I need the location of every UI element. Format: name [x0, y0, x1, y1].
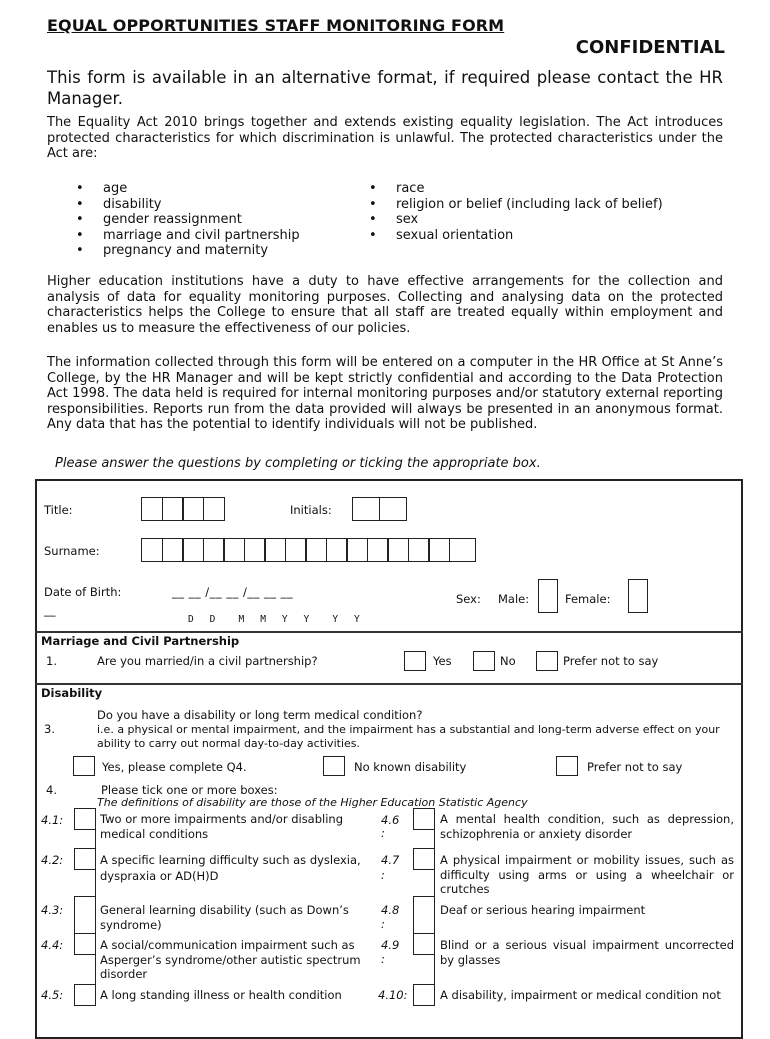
- alternative-format-notice: This form is available in an alternative format, if required please contact the HR Manager.: [47, 68, 723, 108]
- q4-3-checkbox[interactable]: [74, 896, 96, 934]
- q4-item-number: 4.5:: [41, 988, 64, 1002]
- surname-char-cell[interactable]: [346, 538, 368, 562]
- q4-item-text: Two or more impairments and/or disabling medical conditions: [100, 812, 344, 841]
- characteristics-list-right: [369, 181, 663, 243]
- disability-q3-question: Do you have a disability or long term medical condition?: [97, 708, 423, 722]
- q4-item-text: Blind or a serious visual impairment uncorrected by glasses: [440, 938, 734, 967]
- surname-char-cell[interactable]: [367, 538, 389, 562]
- q4-item-number: 4.2:: [41, 853, 64, 867]
- characteristic-item: • marriage and civil partnership: [76, 228, 300, 244]
- initials-char-cell[interactable]: [352, 497, 380, 521]
- characteristic-item: • age: [76, 181, 300, 197]
- dob-input[interactable]: __ __ /__ __ /__ __ __: [172, 585, 294, 599]
- male-checkbox[interactable]: [538, 579, 558, 613]
- surname-char-cell[interactable]: [387, 538, 409, 562]
- surname-char-cell[interactable]: [326, 538, 348, 562]
- q4-item-text: A long standing illness or health condition: [100, 988, 342, 1002]
- surname-char-cell[interactable]: [449, 538, 476, 562]
- sex-label: Sex:: [456, 592, 481, 606]
- disability-q4-number: 4.: [46, 783, 57, 797]
- q4-item-number: 4.6: [381, 813, 400, 827]
- q4-item-text: Deaf or serious hearing impairment: [440, 903, 646, 917]
- equality-act-paragraph: The Equality Act 2010 brings together and extends existing equality legislation. The Act introduces protected characteristics for which discrimination is unlawful. The protected characteristics under the Act are:: [47, 115, 723, 162]
- characteristic-item: • pregnancy and maternity: [76, 243, 300, 259]
- disability-no-known-label: No known disability: [354, 760, 467, 774]
- surname-char-cell[interactable]: [244, 538, 266, 562]
- surname-char-cell[interactable]: [141, 538, 163, 562]
- q4-item-number: 4.8: [381, 903, 400, 917]
- characteristic-item: • disability: [76, 197, 300, 213]
- q4-item-text: A mental health condition, such as depression, schizophrenia or anxiety disorder: [440, 812, 734, 841]
- q4-item-number: 4.1:: [41, 813, 64, 827]
- q4-1-checkbox[interactable]: [74, 808, 96, 830]
- q4-2-checkbox[interactable]: [74, 848, 96, 870]
- title-char-cell[interactable]: [141, 497, 163, 521]
- female-checkbox[interactable]: [628, 579, 648, 613]
- disability-yes-checkbox[interactable]: [73, 756, 95, 776]
- section-divider: [35, 631, 743, 633]
- form-title: EQUAL OPPORTUNITIES STAFF MONITORING FORM: [47, 16, 505, 35]
- surname-char-cell[interactable]: [203, 538, 225, 562]
- q4-6-checkbox[interactable]: [413, 808, 435, 830]
- disability-q4-note: The definitions of disability are those of the Higher Education Statistic Agency: [97, 796, 528, 809]
- q4-10-checkbox[interactable]: [413, 984, 435, 1006]
- male-label: Male:: [498, 592, 530, 606]
- section-divider: [35, 683, 743, 685]
- q4-item-text: A social/communication impairment such as Asperger’s syndrome/other autistic spectrum disorder: [100, 938, 361, 981]
- surname-char-cell[interactable]: [264, 538, 286, 562]
- disability-no-known-checkbox[interactable]: [323, 756, 345, 776]
- surname-char-cell[interactable]: [428, 538, 450, 562]
- title-char-cell[interactable]: [182, 497, 204, 521]
- surname-label: Surname:: [44, 544, 100, 558]
- title-char-cell[interactable]: [162, 497, 184, 521]
- q4-4-checkbox[interactable]: [74, 933, 96, 955]
- marriage-no-label: No: [500, 654, 516, 668]
- surname-char-cell[interactable]: [285, 538, 307, 562]
- disability-prefer-not-label: Prefer not to say: [587, 760, 683, 774]
- dob-dash: __: [44, 603, 56, 617]
- surname-char-cell[interactable]: [408, 538, 430, 562]
- q4-item-text: A physical impairment or mobility issues, such as difficulty using arms or using a wheelchair or crutches: [440, 853, 734, 896]
- q4-item-colon: :: [381, 917, 385, 931]
- q4-item-colon: :: [381, 826, 385, 840]
- q4-item-text: General learning disability (such as Down’s syndrome): [100, 903, 349, 932]
- q4-item-text: A disability, impairment or medical condition not: [440, 988, 721, 1002]
- title-input[interactable]: [141, 497, 225, 521]
- q4-7-checkbox[interactable]: [413, 848, 435, 870]
- characteristic-item: • religion or belief (including lack of belief): [369, 197, 663, 213]
- surname-char-cell[interactable]: [162, 538, 184, 562]
- disability-prefer-not-checkbox[interactable]: [556, 756, 578, 776]
- dob-format-hint: D D M M Y Y Y Y: [188, 614, 362, 625]
- q4-item-number: 4.7: [381, 853, 400, 867]
- marriage-yes-checkbox[interactable]: [404, 651, 426, 671]
- q4-item-colon: :: [381, 868, 385, 882]
- marriage-prefer-not-checkbox[interactable]: [536, 651, 558, 671]
- marriage-question-number: 1.: [46, 654, 57, 668]
- marriage-prefer-not-label: Prefer not to say: [563, 654, 659, 668]
- q4-item-number: 4.9: [381, 938, 400, 952]
- marriage-no-checkbox[interactable]: [473, 651, 495, 671]
- surname-char-cell[interactable]: [223, 538, 245, 562]
- surname-input[interactable]: [141, 538, 476, 562]
- characteristics-list-left: [76, 181, 300, 259]
- q4-9-checkbox[interactable]: [413, 933, 435, 955]
- disability-q3-detail: i.e. a physical or mental impairment, and the impairment has a substantial and long-term adverse effect on your ability to carry out normal day-to-day activities.: [97, 723, 720, 750]
- dob-label: Date of Birth:: [44, 585, 122, 599]
- instruction-text: Please answer the questions by completing or ticking the appropriate box.: [55, 456, 541, 471]
- title-label: Title:: [44, 503, 73, 517]
- q4-item-text: A specific learning difficulty such as dyslexia, dyspraxia or AD(H)D: [100, 853, 361, 883]
- title-char-cell[interactable]: [203, 497, 225, 521]
- characteristic-item: • sex: [369, 212, 663, 228]
- initials-label: Initials:: [290, 503, 332, 517]
- surname-char-cell[interactable]: [305, 538, 327, 562]
- q4-5-checkbox[interactable]: [74, 984, 96, 1006]
- characteristic-item: • sexual orientation: [369, 228, 663, 244]
- marriage-heading: Marriage and Civil Partnership: [41, 634, 240, 648]
- characteristic-item: • gender reassignment: [76, 212, 300, 228]
- female-label: Female:: [565, 592, 611, 606]
- characteristic-item: • race: [369, 181, 663, 197]
- disability-q4-instruction: Please tick one or more boxes:: [101, 783, 278, 797]
- q4-item-number: 4.10:: [378, 988, 408, 1002]
- q4-item-number: 4.4:: [41, 938, 64, 952]
- marriage-question: Are you married/in a civil partnership?: [97, 654, 318, 668]
- duty-paragraph: Higher education institutions have a duty to have effective arrangements for the collection and analysis of data for equality monitoring purposes. Collecting and analysing data on the protected characteristics helps the College to ensure that all staff are treated equally within employment and enables us to measure the effectiveness of our policies.: [47, 274, 723, 336]
- initials-input[interactable]: [352, 497, 407, 521]
- q4-8-checkbox[interactable]: [413, 896, 435, 934]
- disability-yes-label: Yes, please complete Q4.: [102, 760, 247, 774]
- initials-char-cell[interactable]: [379, 497, 407, 521]
- confidential-label: CONFIDENTIAL: [575, 37, 725, 58]
- q4-item-number: 4.3:: [41, 903, 64, 917]
- disability-heading: Disability: [41, 686, 103, 700]
- surname-char-cell[interactable]: [182, 538, 204, 562]
- data-protection-paragraph: The information collected through this form will be entered on a computer in the HR Office at St Anne’s College, by the HR Manager and will be kept strictly confidential and according to the Data Protection Act 1998. The data held is required for internal monitoring purposes and/or statutory external reporting responsibilities. Reports run from the data provided will always be presented in an anonymous format. Any data that has the potential to identify individuals will not be published.: [47, 355, 723, 433]
- marriage-yes-label: Yes: [433, 654, 452, 668]
- q4-item-colon: :: [381, 952, 385, 966]
- disability-q3-number: 3.: [44, 722, 55, 736]
